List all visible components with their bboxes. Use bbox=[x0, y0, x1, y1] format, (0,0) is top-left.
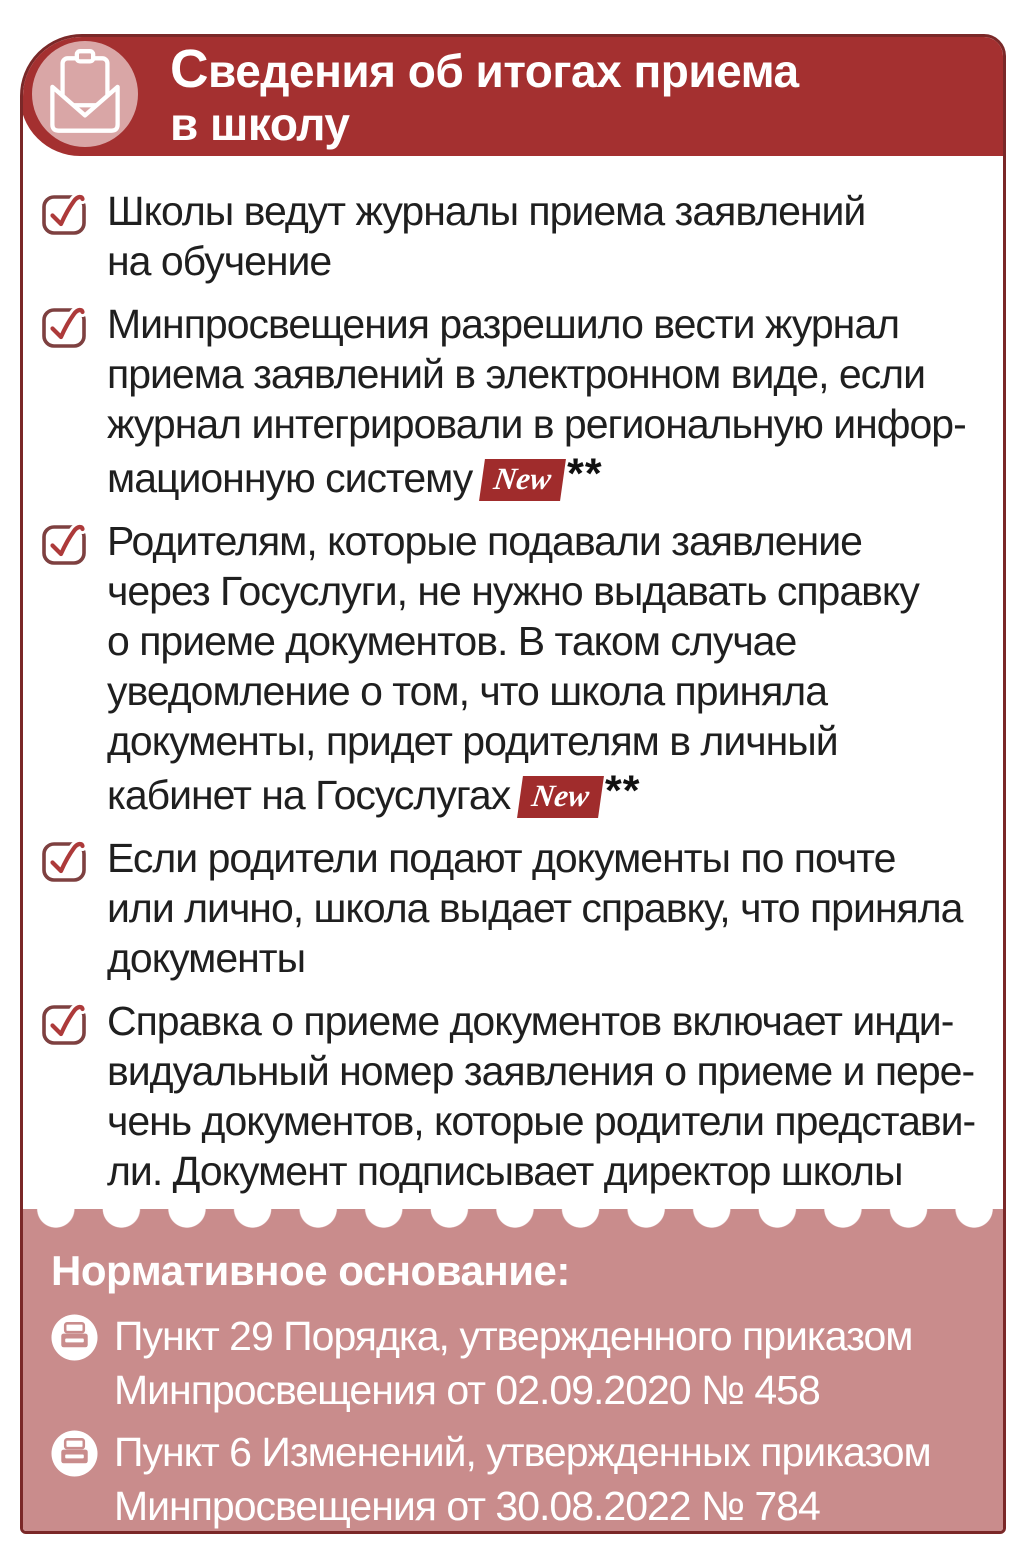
text-line: чень документов, которые родители представи- bbox=[107, 1098, 976, 1144]
text-line: Минпросвещения от 02.09.2020 № 458 bbox=[114, 1367, 820, 1413]
item-text bbox=[107, 299, 966, 503]
item-text bbox=[107, 186, 865, 286]
text-line: Пункт 6 Изменений, утвержденных приказом bbox=[114, 1429, 931, 1475]
checklist-item bbox=[40, 186, 989, 286]
legal-section bbox=[23, 1209, 1003, 1534]
page-title-line: в школу bbox=[170, 98, 350, 150]
item-text bbox=[114, 1309, 912, 1417]
text-line: мационную систему New ** bbox=[107, 450, 603, 501]
card-header bbox=[20, 34, 1006, 156]
item-text bbox=[107, 516, 919, 820]
legal-item bbox=[51, 1425, 983, 1533]
text-line: кабинет на Госуслугах New ** bbox=[107, 767, 641, 818]
text-line: ли. Документ подписывает директор школы bbox=[107, 1148, 903, 1194]
text-line: Минпросвещения от 30.08.2022 № 784 bbox=[114, 1483, 820, 1529]
text-line: на обучение bbox=[107, 238, 332, 284]
checklist-item bbox=[40, 996, 989, 1196]
text-line: Справка о приеме документов включает инди- bbox=[107, 998, 954, 1044]
text-line: видуальный номер заявления о приеме и пере- bbox=[107, 1048, 975, 1094]
footnote-asterisks: ** bbox=[605, 767, 641, 815]
envelope-icon bbox=[32, 41, 138, 147]
item-text bbox=[107, 996, 975, 1196]
info-card bbox=[20, 34, 1006, 1534]
checkbox-check-icon bbox=[40, 834, 90, 884]
item-text bbox=[107, 833, 962, 983]
text-line: уведомление о том, что школа приняла bbox=[107, 668, 828, 714]
text-line: приема заявлений в электронном виде, если bbox=[107, 351, 925, 397]
text-line: о приеме документов. В таком случае bbox=[107, 618, 797, 664]
page-title bbox=[170, 40, 799, 151]
checkbox-check-icon bbox=[40, 300, 90, 350]
item-text bbox=[114, 1425, 931, 1533]
legal-content bbox=[23, 1235, 1003, 1533]
new-badge: New bbox=[517, 776, 604, 818]
footnote-asterisks: ** bbox=[567, 450, 603, 498]
checklist-item bbox=[40, 833, 989, 983]
text-line: или лично, школа выдает справку, что приняла bbox=[107, 885, 963, 931]
text-line: документы, придет родителям в личный bbox=[107, 718, 838, 764]
text-line: Родителям, которые подавали заявление bbox=[107, 518, 862, 564]
text-line: Школы ведут журналы приема заявлений bbox=[107, 188, 866, 234]
checklist-item bbox=[40, 299, 989, 503]
text-line: Минпросвещения разрешило вести журнал bbox=[107, 301, 900, 347]
printer-icon bbox=[51, 1430, 98, 1477]
scallop-divider bbox=[23, 1209, 1003, 1235]
printer-icon bbox=[51, 1314, 98, 1361]
checklist-item bbox=[40, 516, 989, 820]
legal-item bbox=[51, 1309, 983, 1417]
checklist bbox=[23, 156, 1003, 1209]
legal-heading: Нормативное основание: bbox=[51, 1247, 570, 1294]
checkbox-check-icon bbox=[40, 517, 90, 567]
text-line: журнал интегрировали в региональную инфор- bbox=[107, 401, 966, 447]
new-badge: New bbox=[479, 459, 566, 501]
text-line: Если родители подают документы по почте bbox=[107, 835, 896, 881]
page-title-line: Сведения об итогах приема bbox=[170, 40, 799, 99]
text-line: Пункт 29 Порядка, утвержденного приказом bbox=[114, 1313, 913, 1359]
text-line: документы bbox=[107, 935, 306, 981]
legal-list bbox=[51, 1309, 983, 1533]
checkbox-check-icon bbox=[40, 187, 90, 237]
checkbox-check-icon bbox=[40, 997, 90, 1047]
text-line: через Госуслуги, не нужно выдавать справку bbox=[107, 568, 919, 614]
